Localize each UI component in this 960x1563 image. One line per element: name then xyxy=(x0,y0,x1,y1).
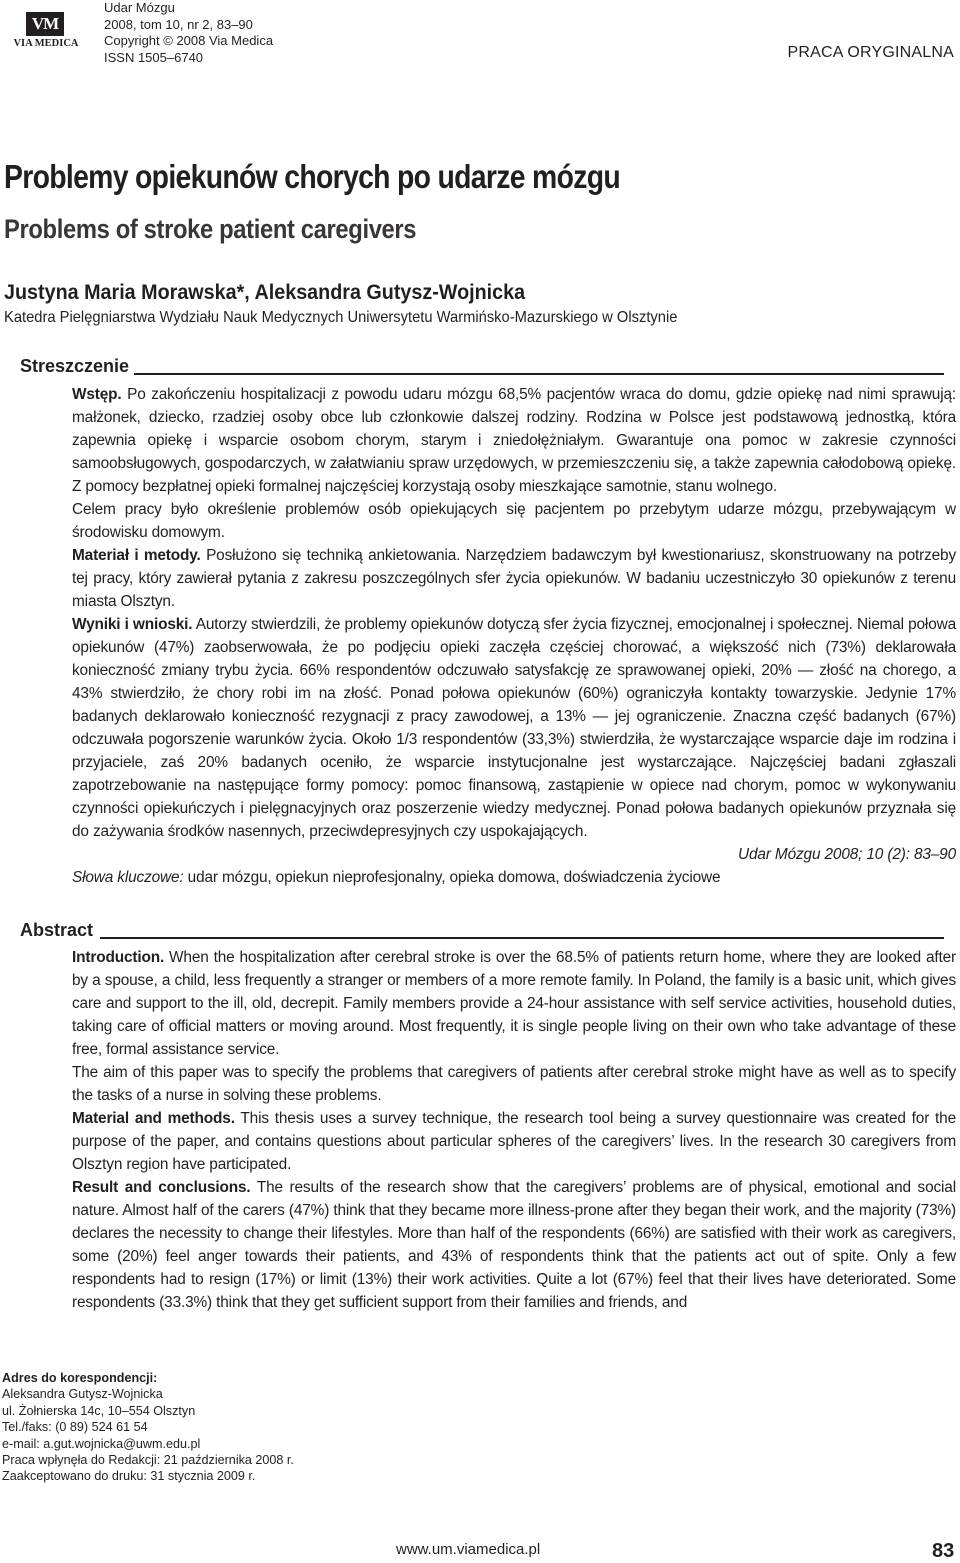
journal-info xyxy=(104,0,273,66)
methods-label: Material and methods. xyxy=(72,1110,235,1127)
material-paragraph xyxy=(72,544,956,613)
title-polish: Problemy opiekunów chorych po udarze mózgu xyxy=(4,158,621,195)
wstep-text: Po zakończeniu hospitalizacji z powodu udaru mózgu 68,5% pacjentów wraca do domu, gdzie opiekę nad nimi sprawują: małżonek, dziecko, rzadziej osoby obce lub członkowie dalszej rodziny. Rodzina w Polsce jest podstawową jednostką, która zapewnia opiekę i wsparcie osobom chorym, starym i zniedołężniałym. Gwarantuje ona pomoc w zakresie czynności samoobsługowych, gospodarczych, w załatwianiu spraw urzędowych, w przemieszczeniu się, a także zapewnia całodobową opiekę. Z pomocy bezpłatnej opieki formalnej najczęściej korzystają osoby mieszkające samotnie, stanu wolnego. xyxy=(72,386,956,495)
logo-mark: VM xyxy=(26,12,64,36)
wstep-label: Wstęp. xyxy=(72,386,122,403)
keywords-label: Słowa kluczowe: xyxy=(72,869,184,886)
material-label: Materiał i metody. xyxy=(72,547,201,564)
streszczenie-rule xyxy=(134,373,944,375)
citation: Udar Mózgu 2008; 10 (2): 83–90 xyxy=(738,846,956,863)
wyniki-label: Wyniki i wnioski. xyxy=(72,616,193,633)
correspondence-block xyxy=(2,1370,294,1485)
intro-paragraph xyxy=(72,946,956,1061)
intro-label: Introduction. xyxy=(72,949,165,966)
correspondence-title: Adres do korespondencji: xyxy=(2,1371,158,1385)
correspondence-street: ul. Żołnierska 14c, 10–554 Olsztyn xyxy=(2,1403,196,1418)
logo-text: VIA MEDICA xyxy=(13,38,79,49)
intro-text: When the hospitalization after cerebral stroke is over the 68.5% of patients return home, where they are looked after by a spouse, a child, less frequently a stranger or members of a more remote family. In Poland, the family is a basic unit, which gives care and support to the ill, old, decrepit. Family members provide a 24-hour assistance with self service activities, household duties, taking care of official matters or moving around. Most frequently, it is single people living on their own who take advantage of these free, formal assistance service. xyxy=(72,949,956,1058)
article-type: PRACA ORYGINALNA xyxy=(787,44,954,61)
cel-paragraph: Celem pracy było określenie problemów osób opiekujących się pacjentem po przebytym udarze mózgu, przebywającym w środowisku domowym. xyxy=(72,501,956,541)
abstract-body xyxy=(72,946,956,1314)
wyniki-text: Autorzy stwierdzili, że problemy opiekunów dotyczą sfer życia fizycznej, emocjonalnej i społecznej. Niemal połowa opiekunów (47%) zaobserwowała, że po podjęciu opieki zaczęła częściej chorować, a większość nich (73%) deklarowała konieczność zmiany trybu życia. 66% respondentów odczuwało satysfakcję ze sprawowanej opieki, 20% — złość na chorego, a 43% stwierdziło, że chory robi im na złość. Ponad połowa opiekunów (60%) ograniczyła kontakty towarzyskie. Jedynie 17% badanych deklarowało konieczność rezygnacji z pracy zawodowej, a 13% — jej ograniczenie. Znaczna część badanych (67%) odczuwała pogorszenie warunków życia. Około 1/3 respondentów (33,3%) stwierdziła, że wystarczające wsparcie daje im rodzina i przyjaciele, zaś 20% badanych oceniło, że wsparcie instytucjonalne jest wystarczające. Najczęściej badani zgłaszali zapotrzebowanie na następujące formy pomocy: pomoc finansową, zastąpienie w opiece nad chorym, pomoc w wykonywaniu czynności opiekuńczych i pielęgnacyjnych oraz poszerzenie wiedzy medycznej. Ponad połowa badanych opiekunów przyznała się do zażywania środków nasennych, przeciwdepresyjnych czy uspokajających. xyxy=(72,616,956,840)
journal-issn: ISSN 1505–6740 xyxy=(104,49,204,65)
methods-text: This thesis uses a survey technique, the research tool being a survey questionnaire was created for the purpose of the paper, and contains questions about particular spheres of the caregivers’ lives. In the research 30 caregivers from Olsztyn region have participated. xyxy=(72,1110,956,1173)
methods-paragraph xyxy=(72,1107,956,1176)
wyniki-paragraph xyxy=(72,613,956,843)
journal-volume: 2008, tom 10, nr 2, 83–90 xyxy=(104,16,253,32)
via-medica-logo xyxy=(8,12,84,52)
authors: Justyna Maria Morawska*, Aleksandra Gutysz-Wojnicka xyxy=(4,281,526,304)
keywords-paragraph xyxy=(72,866,956,889)
material-text: Posłużono się techniką ankietowania. Narzędziem badawczym był kwestionariusz, skonstruowany na potrzeby tej pracy, który zawierał pytania z zakresu poszczególnych sfer życia opiekunów. W badaniu uczestniczyło 30 opiekunów z terenu miasta Olsztyn. xyxy=(72,547,956,610)
accepted-date: Zaakceptowano do druku: 31 stycznia 2009 r. xyxy=(2,1469,256,1484)
journal-name: Udar Mózgu xyxy=(104,0,175,15)
abstract-rule xyxy=(100,937,944,939)
results-label: Result and conclusions. xyxy=(72,1179,251,1196)
footer-url[interactable]: www.um.viamedica.pl xyxy=(396,1541,541,1558)
results-paragraph xyxy=(72,1176,956,1314)
received-date: Praca wpłynęła do Redakcji: 21 października 2008 r. xyxy=(2,1453,294,1468)
correspondence-email[interactable]: e-mail: a.gut.wojnicka@uwm.edu.pl xyxy=(2,1436,201,1451)
journal-copyright: Copyright © 2008 Via Medica xyxy=(104,33,274,48)
correspondence-phone: Tel./faks: (0 89) 524 61 54 xyxy=(2,1420,148,1435)
page-number: 83 xyxy=(932,1540,955,1562)
aim-paragraph: The aim of this paper was to specify the problems that caregivers of patients after cerebral stroke might have as well as to specify the tasks of a nurse in solving these problems. xyxy=(72,1064,956,1104)
streszczenie-body xyxy=(72,383,956,889)
keywords-text: udar mózgu, opiekun nieprofesjonalny, opieka domowa, doświadczenia życiowe xyxy=(183,869,721,886)
results-text: The results of the research show that the caregivers’ problems are of physical, emotional and social nature. Almost half of the carers (47%) think that they became more illness-prone after they began their work, and the majority (73%) declares the necessity to change their lifestyles. More than half of the respondents (66%) are satisfied with their work as caregivers, some (20%) feel anger towards their patients, and 43% of respondents think that the patients act out of spite. Only a few respondents had to resign (17%) or limit (13%) their work activities. Quite a lot (67%) feel that their lives have deteriorated. Some respondents (33.3%) think that they get sufficient support from their families and friends, and xyxy=(72,1179,956,1311)
wstep-paragraph xyxy=(72,383,956,498)
abstract-heading: Abstract xyxy=(20,920,94,940)
affiliation: Katedra Pielęgniarstwa Wydziału Nauk Medycznych Uniwersytetu Warmińsko-Mazurskiego w Olsztynie xyxy=(4,309,678,326)
title-english: Problems of stroke patient caregivers xyxy=(4,214,417,244)
streszczenie-heading: Streszczenie xyxy=(20,356,130,376)
correspondence-name: Aleksandra Gutysz-Wojnicka xyxy=(2,1387,163,1402)
